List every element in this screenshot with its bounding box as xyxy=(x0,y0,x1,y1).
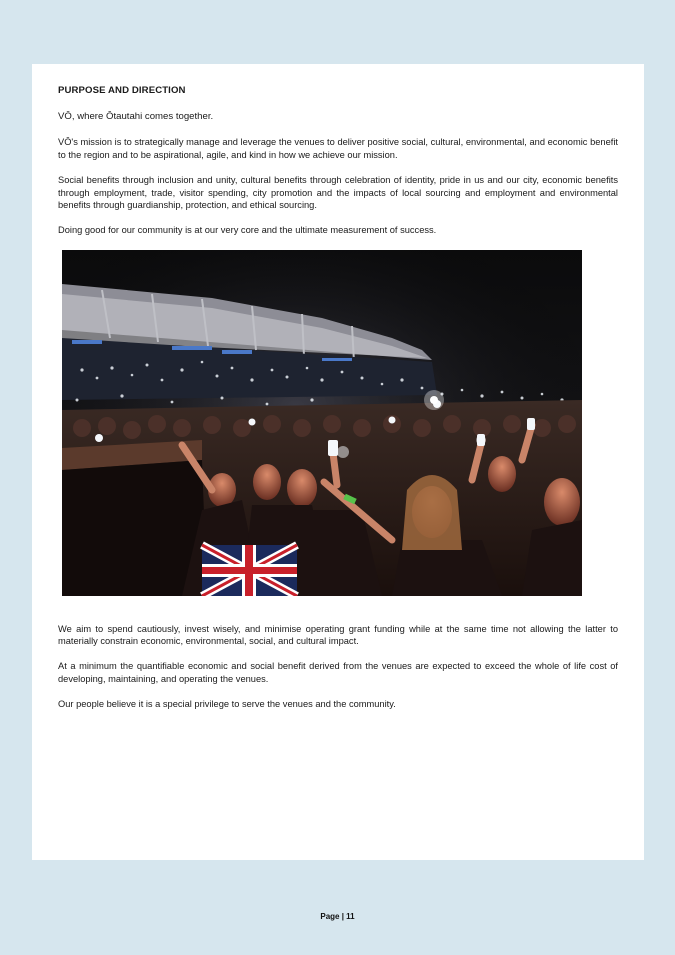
paragraph-spending: We aim to spend cautiously, invest wisely, and minimise operating grant funding while at the same time not allowing the latter to materially constrain economic, environmental, social, and cultural impact. xyxy=(58,623,618,647)
concert-crowd-photo xyxy=(62,250,582,596)
paragraph-quantifiable-benefit: At a minimum the quantifiable economic and social benefit derived from the venues are expected to exceed the whole of life cost of developing, maintaining, and operating the venues. xyxy=(58,661,618,684)
page-number: Page | 11 xyxy=(320,912,355,921)
document-page xyxy=(32,64,644,860)
paragraph-benefits: Social benefits through inclusion and unity, cultural benefits through celebration of identity, pride in us and our city, economic benefits through employment, trade, visitor spending, city promotion and the impacts of local sourcing and employment and environmental benefits through guardianship, protection, and ethical sourcing. xyxy=(58,174,618,211)
closing-paragraphs xyxy=(58,623,618,711)
paragraph-doing-good: Doing good for our community is at our very core and the ultimate measurement of success. xyxy=(58,225,437,236)
page-content xyxy=(58,85,618,723)
paragraph-mission: VŌ's mission is to strategically manage and leverage the venues to deliver positive social, cultural, environmental, and economic benefit to the region and to be aspirational, agile, and kind in how we achieve our mission. xyxy=(58,137,618,160)
paragraph-our-people: Our people believe it is a special privilege to serve the venues and the community. xyxy=(58,699,396,710)
section-heading: PURPOSE AND DIRECTION xyxy=(58,85,186,96)
tagline: VŌ, where Ōtautahi comes together. xyxy=(58,110,214,122)
